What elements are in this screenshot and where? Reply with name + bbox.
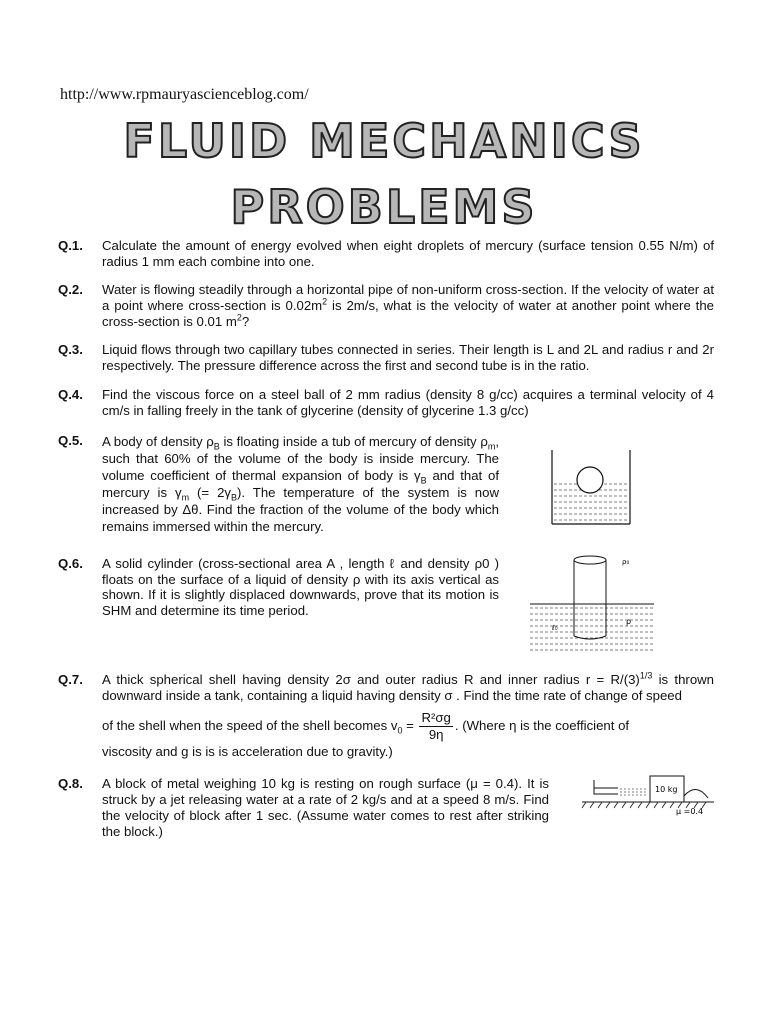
tub-with-floating-body-figure	[548, 448, 634, 526]
question-7-formula-line: of the shell when the speed of the shell becomes $v_0$ = $\frac{\text{R²σg}}{9\eta}$ . (Where η is the coefficient of	[102, 710, 630, 742]
terminal-speed-fraction: $\frac{\text{R²σg}}{9\eta}$	[421, 710, 451, 742]
rho0-label: ρ₀	[622, 558, 630, 566]
question-text: Calculate the amount of energy evolved when eight droplets of mercury (surface tension 0.55 N/m) of radius 1 mm each combine into one.	[102, 238, 714, 269]
friction-coefficient-label: μ =0.4	[676, 807, 704, 816]
question-text: A body of density $\rho_B$ is floating inside a tub of mercury of density $\rho_m$, such that 60% of the volume of the body is inside mercury. The volume coefficient of thermal expansion of body is $\gamma_B$ and that of mercury is $\gamma_m$ (= $2\gamma_B$). The temperature of the system is now increased by Δθ. Find the fraction of the volume of the body which remains immersed within the mercury.	[102, 434, 500, 534]
length-label: ℓ₀	[552, 624, 558, 632]
question-number: Q.3.	[58, 342, 83, 357]
question-number: Q.7.	[58, 672, 83, 687]
question-7-last-line: viscosity and g is is is acceleration due to gravity.)	[102, 744, 393, 759]
question-text: Find the viscous force on a steel ball of 2 mm radius (density 8 g/cc) acquires a terminal velocity of 4 cm/s in falling freely in the tank of glycerine (density of glycerine 1.3 g/cc)	[102, 387, 714, 418]
question-number: Q.5.	[58, 433, 83, 448]
page-title-line1: FLUID MECHANICS	[123, 114, 645, 168]
floating-cylinder-figure	[528, 552, 656, 656]
question-number: Q.8.	[58, 776, 83, 791]
question-number: Q.6.	[58, 556, 83, 571]
page-title-line2: PROBLEMS	[230, 180, 538, 234]
question-text: A block of metal weighing 10 kg is resting on rough surface (μ = 0.4). It is struck by a jet releasing water at a rate of 2 kg/s and at a speed 8 m/s. Find the velocity of block after 1 sec. (Assume water comes to rest after striking the block.)	[102, 776, 549, 839]
question-number: Q.4.	[58, 387, 83, 402]
question-text: Water is flowing steadily through a horizontal pipe of non-uniform cross-section. If the velocity of water at a point where cross-section is $0.02m^2$ is 2m/s, what is the velocity of water at another point where the cross-section is 0.01 $m^2$?	[102, 282, 714, 329]
block-on-rough-surface-figure	[578, 770, 718, 820]
question-number: Q.2.	[58, 282, 83, 297]
source-url: http://www.rpmauryascienceblog.com/	[60, 86, 309, 103]
block-mass-label: 10 kg	[655, 785, 678, 794]
question-text: A thick spherical shell having density 2σ and outer radius R and inner radius $r = R/(3)^{1/3}$ is thrown downward inside a tank, containing a liquid having density σ . Find the time rate of change of speed	[102, 670, 715, 703]
question-text: Liquid flows through two capillary tubes connected in series. Their length is L and 2L and radius r and 2r respectively. The pressure difference across the first and second tube is in the ratio.	[102, 342, 714, 373]
question-text: A solid cylinder (cross-sectional area A , length ℓ and density ρ0 ) floats on the surface of a liquid of density ρ with its axis vertical as shown. If it is slightly displaced downwards, prove that its motion is SHM and determine its time period.	[102, 556, 499, 618]
question-number: Q.1.	[58, 238, 83, 253]
rho-label: ρ	[626, 617, 632, 626]
